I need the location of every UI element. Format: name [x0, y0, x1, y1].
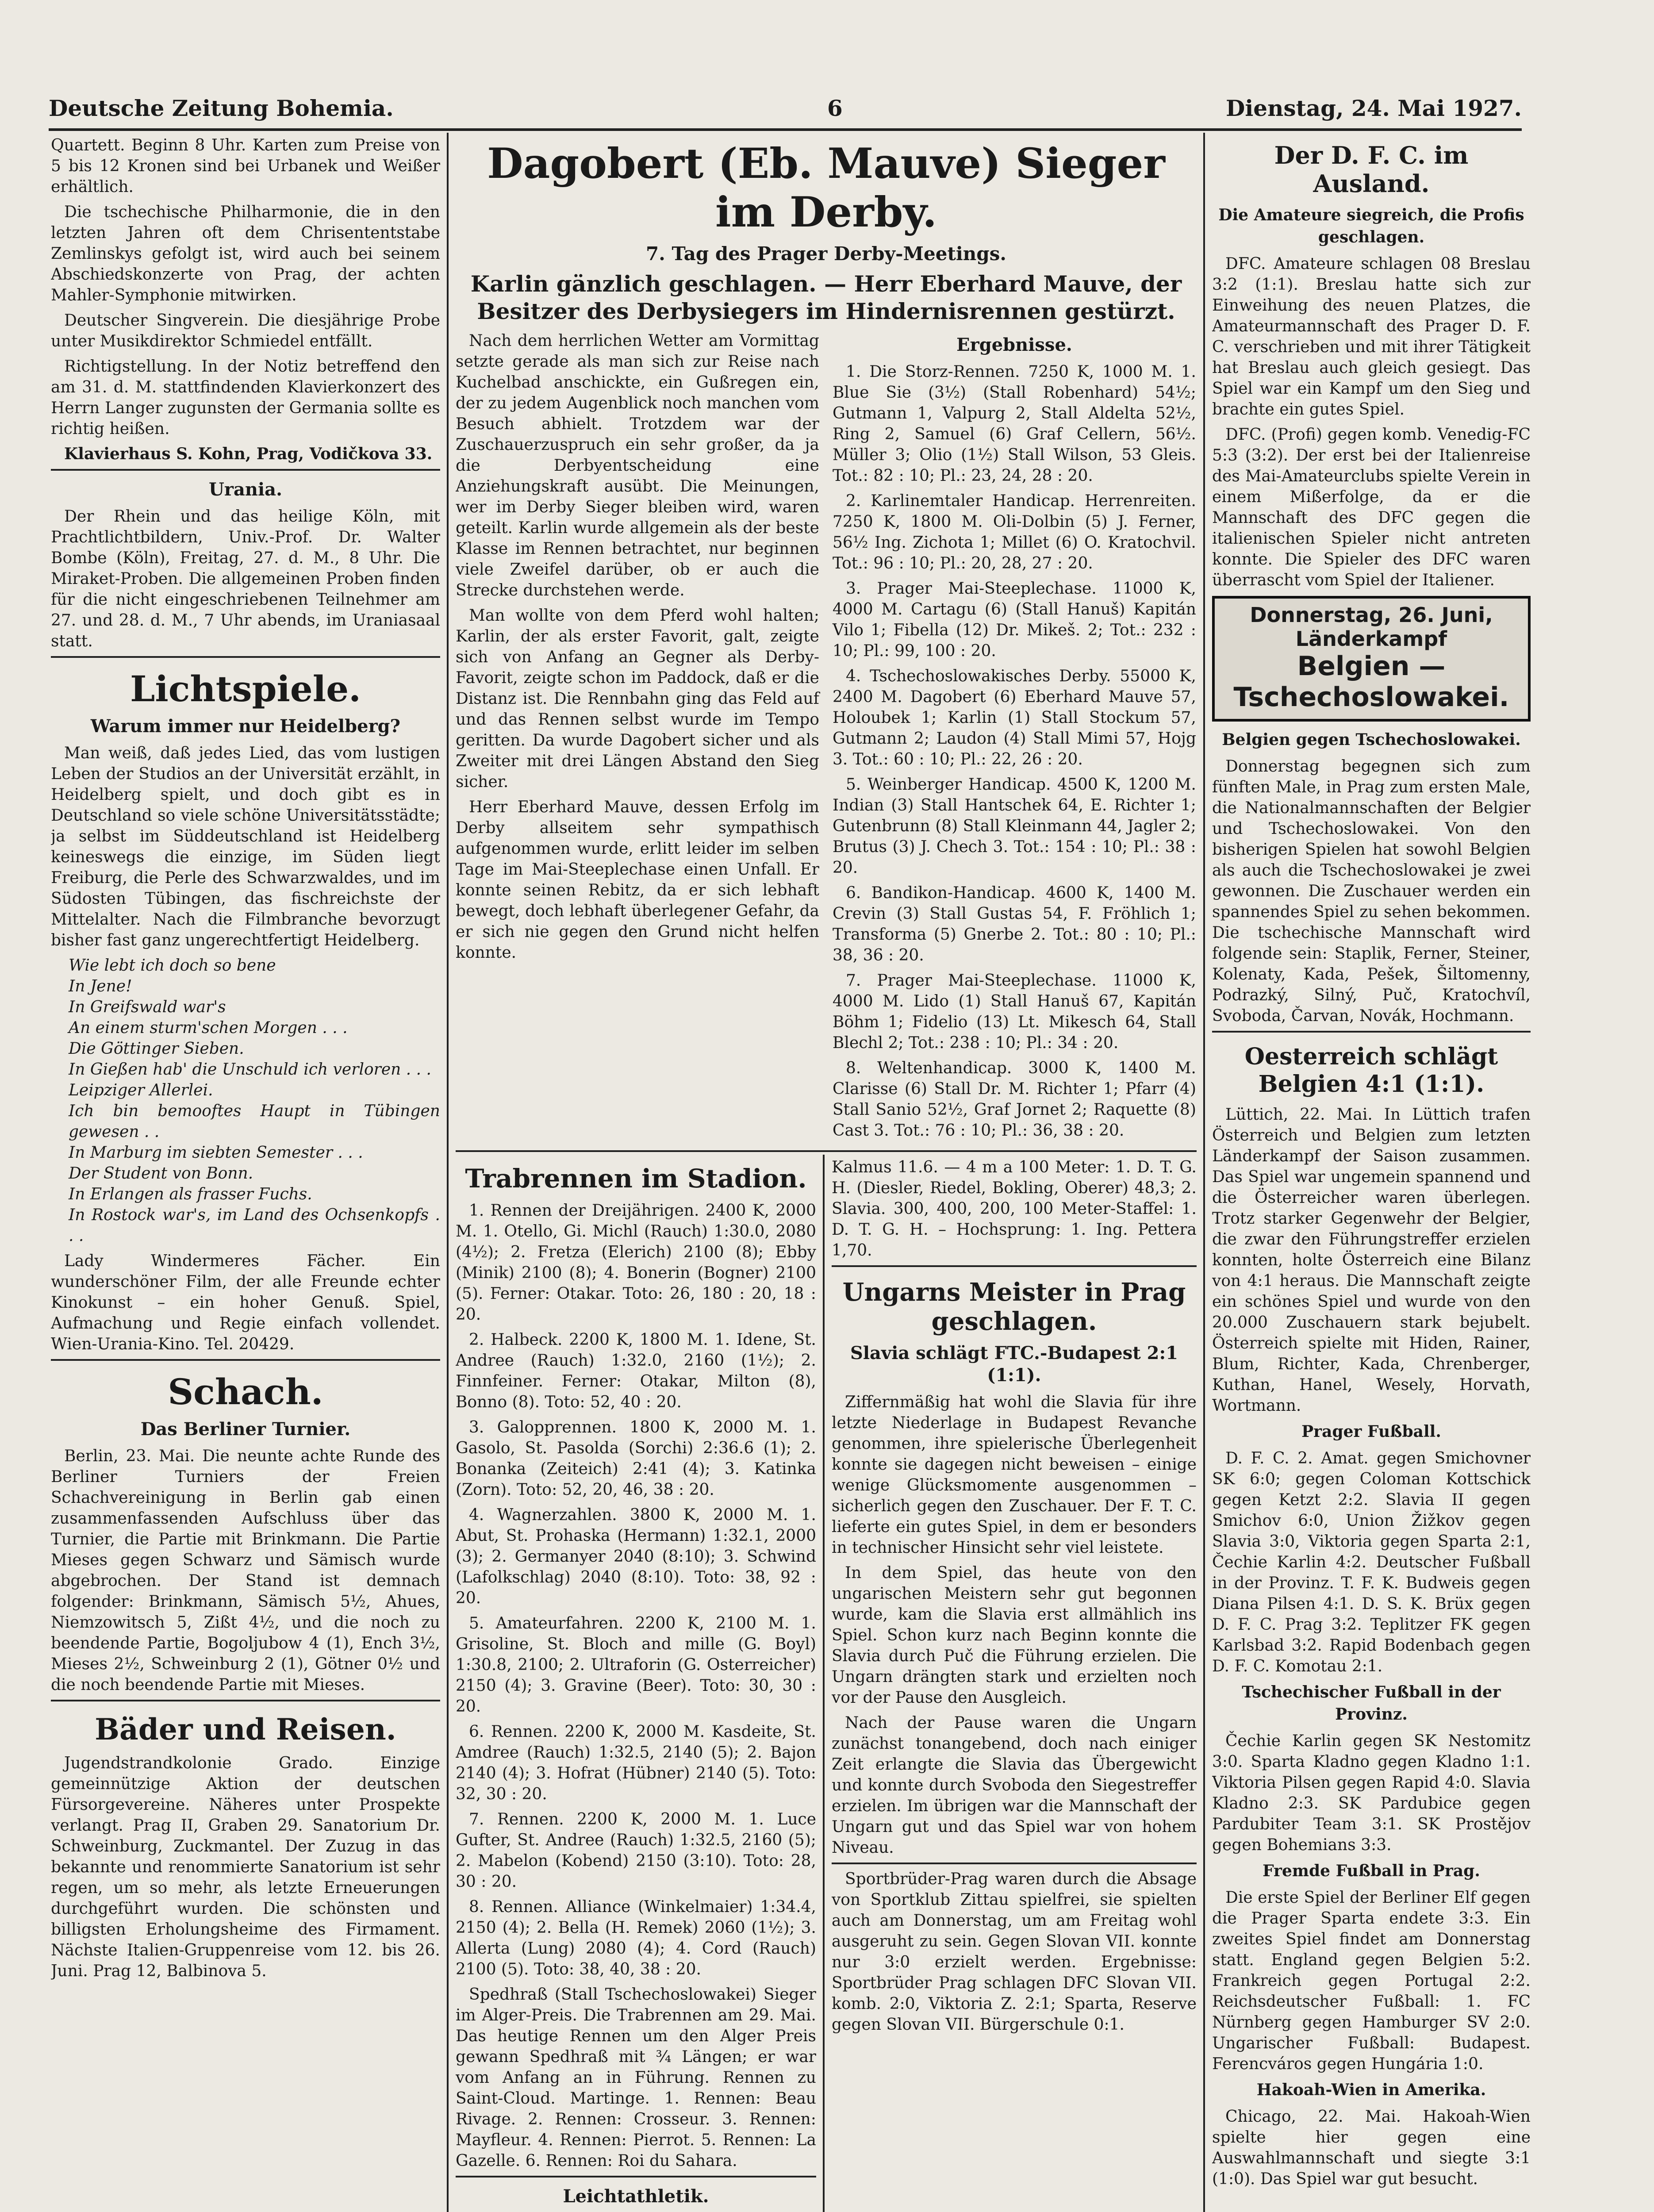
notice: Richtigstellung. In der Notiz betreffend den am 31. d. M. stattfindenden Klavierkonzert des Herrn Langer zugunsten der Germania sollte es richtig heißen.	[51, 357, 440, 438]
section-title: Bäder und Reisen.	[95, 1712, 396, 1747]
notice: Die tschechische Philharmonie, die in den letzten Jahren oft dem Chrisententstabe Zemlinskys gefolgt ist, wird auch bei seinem Abschiedskonzerte von Prag, der achten Mahler-Symphonie mitwirken.	[51, 203, 440, 304]
results-title: Ergebnisse.	[956, 334, 1072, 355]
section-subtitle: Das Berliner Turnier.	[140, 1419, 351, 1440]
section-text: DFC. (Profi) gegen komb. Venedig-FC 5:3 (3:2). Der erst bei der Italienreise des Mai-Amateurclubs spielte Verein in einem Mißerfolge, da er die Mannschaft des DFC gegen die italienischen Spieler nicht antreten konnte. Die Spieler des DFC waren überrascht vom Spiel der Italiener.	[1212, 426, 1531, 589]
section-text: D. F. C. 2. Amat. gegen Smichovner SK 6:0; gegen Coloman Kottschick gegen Ketzt 2:2. Slavia II gegen Smichov 6:0, Union Žižkov gegen Slavia 3:0, Viktoria gegen Sparta 2:1, Čechie Karlin 4:2. Deutscher Fußball in der Provinz. T. F. K. Budweis gegen Diana Pilsen 4:1. D. S. K. Brüx gegen D. F. C. Prag 3:2. Teplitzer FK gegen Karlsbad 3:2. Rapid Bodenbach gegen D. F. C. Komotau 2:1.	[1212, 1449, 1531, 1675]
result: 6. Bandikon-Handicap. 4600 K, 1400 M. Crevin (3) Stall Gustas 54, F. Fröhlich 1; Transforma (5) Gnerbe 2. Tot.: 80 : 10; Pl.: 38, 36 : 20.	[833, 884, 1196, 964]
section-title: Oesterreich schlägt Belgien 4:1 (1:1).	[1244, 1043, 1498, 1098]
body-paragraph: Nach dem herrlichen Wetter am Vormittag setzte gerade als man sich zur Reise nach Kuchelbad anschickte, ein Gußregen ein, der zu jedem Augenblick noch manchen vom Besuch abhielt. Trotzdem war der Zuschauerzuspruch ein sehr großer, da ja die Derbyentscheidung eine Anziehungskraft ausübt. Die Meinungen, wer im Derby Sieger bleiben wird, waren geteilt. Karlin wurde allgemein als der beste Klasse im Rennen betrachtet, nur beginnen viele Zweifel darüber, ob er auch die Strecke durchstehen werde.	[456, 332, 819, 599]
newspaper-name: Deutsche Zeitung Bohemia.	[49, 95, 394, 121]
column-4	[1212, 135, 1531, 2212]
section-text: Lüttich, 22. Mai. In Lüttich trafen Österreich und Belgien zum letzten Länderkampf der Saison zusammen. Das Spiel war ungemein spannend und die Österreicher waren überlegen. Trotz starker Gegenwehr der Belgier, die zwar den Führungstreffer erzielen konnten, holte Österreich eine Bilanz von 4:1 heraus. Die Mannschaft zeigte ein schönes Spiel und wurde von den 20.000 Zuschauern stark bejubelt. Österreich spielte mit Hiden, Rainer, Blum, Richter, Kada, Chrenberger, Kuthan, Hanel, Wesely, Horvath, Wortmann.	[1212, 1106, 1531, 1415]
trab-result: 2. Halbeck. 2200 K, 1800 M. 1. Idene, St. Andree (Rauch) 1:32.0, 2160 (1½); 2. Finnfeiner. Ferner: Otakar, Milton (8), Bonno (8). Toto: 52, 40 : 20.	[456, 1331, 816, 1411]
section-title: Prager Fußball.	[1301, 1422, 1441, 1441]
trab-result: 4. Wagnerzahlen. 3800 K, 2000 M. 1. Abut, St. Prohaska (Hermann) 1:32.1, 2000 (3); 2. Germanyer 2040 (8:10); 3. Schwind (Lafolkschlag) 2040 (8:10). Toto: 38, 92 : 20.	[456, 1506, 816, 1607]
section-title: Der D. F. C. im Ausland.	[1274, 141, 1469, 198]
kicker: 7. Tag des Prager Derby-Meetings.	[646, 243, 1006, 265]
section-text: DFC. Amateure schlagen 08 Breslau 3:2 (1:1). Breslau hatte sich zur Einweihung des neuen Platzes, die Amateurmannschaft des Prager D. F. C. verschrieben und mit ihrer Tätigkeit hat Breslau auch gleich gesiegt. Das Spiel war ein Kampf um den Sieg und brachte ein gutes Spiel.	[1212, 255, 1531, 419]
section-title: Lichtspiele.	[130, 668, 361, 710]
section-title: Fremde Fußball in Prag.	[1263, 1862, 1480, 1880]
derby-columns	[456, 330, 1197, 1145]
section-title: Tschechischer Fußball in der Provinz.	[1242, 1683, 1501, 1724]
leichtathletik-section	[456, 2176, 816, 2212]
verse: In Jene!	[69, 977, 132, 995]
laenderkampf-box	[1212, 596, 1531, 722]
section-text: Jugendstrandkolonie Grado. Einzige gemeinnützige Aktion der deutschen Fürsorgevereine. Näheres unter Prospekte verlangt. Prag II, Graben 29. Sanatorium Dr. Schweinburg, Zuckmantel. Der Zuzug in das bekannte und renommierte Sanatorium ist sehr regen, um so mehr, als letzte Erneuerungen durchgeführt wurden. Die schönsten und billigsten Erholungsheime des Firmament. Nächste Italien-Gruppenreise vom 12. bis 26. Juni. Prag 12, Balbinova 5.	[51, 1754, 440, 1980]
column-rule	[823, 1155, 825, 2212]
issue-date: Dienstag, 24. Mai 1927.	[1225, 95, 1522, 121]
sportbrueder-section	[832, 1863, 1197, 2035]
oesterreich-section	[1212, 1031, 1531, 1416]
derby-article	[456, 135, 1197, 1152]
result: 8. Weltenhandicap. 3000 K, 1400 M. Clarisse (6) Stall Dr. M. Richter 1; Pfarr (4) Stall Sanio 52½, Graf Jornet 2; Raquette (8) Cast 3. Tot.: 76 : 10; Pl.: 36, 38 : 20.	[833, 1059, 1196, 1140]
ungarn-section	[832, 1265, 1197, 1858]
section-text: Die erste Spiel der Berliner Elf gegen die Prager Sparta endete 3:3. Ein zweites Spiel findet am Donnerstag statt. England gegen Belgien 5:2. Frankreich gegen Portugal 2:2. Reichsdeutscher Fußball: 1. FC Nürnberg gegen Hamburger SV 2:0. Ungarischer Fußball: Budapest. Ferencváros gegen Hungária 1:0.	[1212, 1889, 1531, 2073]
box-date: Donnerstag, 26. Juni, Länderkampf	[1250, 603, 1493, 651]
section-text: Spedhraß (Stall Tschechoslowakei) Sieger im Alger-Preis. Die Trabrennen am 29. Mai. Das heutige Rennen um den Alger Preis gewann Spedhraß mit ¾ Längen; er war vom Anfang an in Führung. Rennen zu Saint-Cloud. Martinge. 1. Rennen: Beau Rivage. 2. Rennen: Crosseur. 3. Rennen: Mayfleur. 4. Rennen: Pierrot. 5. Rennen: La Gazelle. 6. Rennen: Roi du Sahara.	[456, 1985, 816, 2170]
verse: In Marburg im siebten Semester . . .	[69, 1144, 363, 1162]
header-rule	[49, 128, 1522, 131]
section-text: Nach der Pause waren die Ungarn zunächst tonangebend, doch nach einiger Zeit erlangte die Slavia das Übergewicht und konnte durch Svoboda den Siegestreffer erzielen. Im übrigen war die Mannschaft der Ungarn gut und das Spiel war von hohem Niveau.	[832, 1714, 1197, 1857]
column-rule	[1203, 133, 1205, 2212]
section-text: Čechie Karlin gegen SK Nestomitz 3:0. Sparta Kladno gegen Kladno 1:1. Viktoria Pilsen gegen Rapid 4:0. Slavia Kladno 2:3. SK Pardubice gegen Pardubiter Team 3:1. SK Prostějov gegen Bohemians 3:3.	[1212, 1732, 1531, 1854]
section-title: Ungarns Meister in Prag geschlagen.	[842, 1278, 1186, 1336]
page-number: 6	[827, 95, 843, 121]
notice: Quartett. Beginn 8 Uhr. Karten zum Preise von 5 bis 12 Kronen sind bei Urbanek und Weißer erhältlich.	[51, 136, 440, 196]
section-title: Hakoah-Wien in Amerika.	[1256, 2081, 1486, 2099]
result: 7. Prager Mai-Steeplechase. 11000 K, 4000 M. Lido (1) Stall Hanuš 67, Kapitán Böhm 1; Fidelio (13) Lt. Mikesch 64, Stall Blechl 2; Tot.: 238 : 10; Pl.: 34 : 20.	[833, 972, 1196, 1052]
section-text: Ziffernmäßig hat wohl die Slavia für ihre letzte Niederlage in Budapest Revanche genommen, ihre spielerische Überlegenheit konnte sie dagegen nicht beweisen – einige wenige Glücksmomente ausgenommen – sicherlich gegen den Zuschauer. Der F. T. C. lieferte ein gutes Spiel, in dem er besonders in technischer Hinsicht sehr viel leistete.	[832, 1393, 1197, 1557]
section-text: Lady Windermeres Fächer. Ein wunderschöner Film, der alle Freunde echter Kinokunst – ein hoher Genuß. Spiel, Aufmachung und Regie einfach vollendet. Wien-Urania-Kino. Tel. 20429.	[51, 1252, 440, 1353]
section-rule	[456, 1150, 1197, 1152]
section-title: Schach.	[168, 1371, 323, 1413]
schach-section	[51, 1359, 440, 1695]
trab-result: 3. Galopprennen. 1800 K, 2000 M. 1. Gasolo, St. Pasolda (Sorchi) 2:36.6 (1); 2. Bonanka (Zeiteich) 2:41 (4); 3. Katinka (Zorn). Toto: 52, 20, 46, 38 : 20.	[456, 1418, 816, 1499]
derby-results	[833, 330, 1196, 1145]
section-text: Kalmus 11.6. — 4 m a 100 Meter: 1. D. T. G. H. (Diesler, Riedel, Bokling, Oberer) 48,3; 2. Slavia. 300, 400, 200, 100 Meter-Staffel: 1. D. T. G. H. – Hochsprung: 1. Ing. Pettera 1,70.	[832, 1158, 1197, 1260]
section-text: Man weiß, daß jedes Lied, das vom lustigen Leben der Studios an der Universität erzählt, in Heidelberg spielt, und doch gibt es in Deutschland so viele schöne Universitätsstädte; ja selbst im Süddeutschland ist Heidelberg keineswegs die einzige, im Süden liegt Freiburg, die Perle des Schwarzwaldes, und im Südosten Tübingen, das fischreichste der Mittelalter. Nach die Filmbranche bevorzugt bisher fast ganz ungerechtfertigt Heidelberg.	[51, 744, 440, 949]
trab-result: 7. Rennen. 2200 K, 2000 M. 1. Luce Gufter, St. Andree (Rauch) 1:32.5, 2160 (5); 2. Mabelon (Kobend) 2150 (3:10). Toto: 28, 30 : 20.	[456, 1810, 816, 1891]
verse: Die Göttinger Sieben.	[69, 1040, 244, 1058]
result: 1. Die Storz-Rennen. 7250 K, 1000 M. 1. Blue Sie (3½) (Stall Robenhard) 54½; Gutmann 1, Valpurg 2, Stall Aldelta 52½, Ring 2, Samuel (6) Graf Cellern, 56½. Müller 3; Olio (1½) Stall Wilson, 53 Gleis. Tot.: 82 : 10; Pl.: 23, 24, 28 : 20.	[833, 363, 1196, 485]
section-title: Leichtathletik.	[563, 2186, 709, 2207]
result: 2. Karlinemtaler Handicap. Herrenreiten. 7250 K, 1800 M. Oli-Dolbin (5) J. Ferner, 56½ Ing. Zichota 1; Millet (6) O. Kratochvil. Tot.: 96 : 10; Pl.: 20, 28, 27 : 20.	[833, 492, 1196, 572]
section-text: Donnerstag begegnen sich zum fünften Male, in Prag zum ersten Male, die Nationalmannschaften der Belgier und Tschechoslowakei. Von den bisherigen Spielen hat sowohl Belgien als auch die Tschechoslowakei je zwei gewonnen. Die Zuschauer werden ein spannendes Spiel zu sehen bekommen. Die tschechische Mannschaft wird folgende sein: Staplik, Ferner, Steiner, Kolenaty, Kada, Pešek, Šiltomenny, Podrazký, Silný, Puč, Kratochvíl, Svoboda, Čarvan, Novák, Hochmann.	[1212, 757, 1531, 1025]
section-text: In dem Spiel, das heute von den ungarischen Meistern sehr gut begonnen wurde, kam die Slavia erst allmählich ins Spiel. Schon kurz nach Beginn konnte die Slavia durch Puč die Führung erzielen. Die Ungarn drängten stark und erzielten noch vor der Pause den Ausgleich.	[832, 1564, 1197, 1707]
column-3-lower	[832, 1157, 1197, 2212]
section-subtitle: Warum immer nur Heidelberg?	[90, 716, 401, 737]
baeder-section	[51, 1700, 440, 1982]
verse: In Erlangen als frasser Fuchs.	[69, 1185, 312, 1203]
verse: An einem sturm'schen Morgen . . .	[69, 1019, 348, 1037]
trab-result: 1. Rennen der Dreijährigen. 2400 K, 2000 M. 1. Otello, Gi. Michl (Rauch) 1:30.0, 2080 (4½); 2. Fretza (Elerich) 2100 (8); Ebby (Minik) 2100 (8); 4. Bonerin (Bogner) 2100 (5). Ferner: Otakar. Toto: 26, 180 : 20, 18 : 20.	[456, 1202, 816, 1324]
section-title: Urania.	[209, 479, 282, 500]
box-title: Belgien — Tschechoslowakei.	[1233, 651, 1509, 713]
headline: Dagobert (Eb. Mauve) Sieger im Derby.	[487, 139, 1165, 237]
verse: In Greifswald war's	[69, 998, 226, 1016]
verse: Ich bin bemooftes Haupt in Tübingen gewesen . .	[69, 1102, 440, 1141]
body-paragraph: Man wollte von dem Pferd wohl halten; Karlin, der als erster Favorit, galt, zeigte sich von Anfang an Gegner als Derby-Favorit, zeigte schon im Paddock, daß er die Distanz ist. Die Rennbahn ging das Feld auf und das Rennen selbst wurde im Tempo geritten. Da wurde Dagobert sicher und als Zweiter mit drei Längen Abstand den Sieg sicher.	[456, 607, 819, 791]
deck: Karlin gänzlich geschlagen. — Herr Eberhard Mauve, der Besitzer des Derbysiegers im Hindernisrennen gestürzt.	[470, 271, 1182, 324]
result: 3. Prager Mai-Steeplechase. 11000 K, 4000 M. Cartagu (6) (Stall Hanuš) Kapitán Vilo 1; Fibella (12) Dr. Mikeš. 2; Tot.: 232 : 10; Pl.: 99, 100 : 20.	[833, 580, 1196, 660]
section-text: Berlin, 23. Mai. Die neunte achte Runde des Berliner Turniers der Freien Schachvereinigung in Berlin gab einen zusammenfassenden Aufschluss über das Turnier, die Partie mit Brinkmann. Die Partie Mieses gegen Schwarz und Sämisch wurde abgebrochen. Der Stand ist demnach folgender: Brinkmann, Sämisch 5½, Ahues, Niemzowitsch 5, Zißt 4½, und die noch zu beendende Partie, Bogoljubow 4 (1), Ench 3½, Mieses 2½, Schweinburg 2 (1), Götner 0½ und die noch beendende Partie mit Mieses.	[51, 1447, 440, 1694]
column-2-lower	[456, 1157, 816, 2212]
notice: Klavierhaus S. Kohn, Prag, Vodičkova 33.	[64, 445, 433, 463]
trab-result: 5. Amateurfahren. 2200 K, 2100 M. 1. Grisoline, St. Bloch and mille (G. Boyl) 1:30.8, 2100; 2. Ultraforin (G. Osterreicher) 2150 (4); 3. Gravine (Beer). Toto: 30, 30 : 20.	[456, 1614, 816, 1716]
result: 5. Weinberger Handicap. 4500 K, 1200 M. Indian (3) Stall Hantschek 64, E. Richter 1; Gutenbrunn (8) Stall Kleinmann 44, Jagler 2; Brutus (3) J. Chech 3. Tot.: 154 : 10; Pl.: 38 : 20.	[833, 776, 1196, 877]
section-title: Belgien gegen Tschechoslowakei.	[1222, 730, 1521, 749]
body-paragraph: Herr Eberhard Mauve, dessen Erfolg im Derby allseitem sehr sympathisch aufgenommen wurde, erlitt leider im selben Tage im Mai-Steeplechase einen Unfall. Er konnte seinen Rebitz, da er sich lebhaft bewegt, doch lebhaft überlegener Gefahr, da er sich nie gegen den Grund nicht helfen konnte.	[456, 798, 819, 962]
verse: Wie lebt ich doch so bene	[69, 956, 276, 975]
result: 4. Tschechoslowakisches Derby. 55000 K, 2400 M. Dagobert (6) Eberhard Mauve 57, Holoubek 1; Karlin (1) Stall Stockum 57, Gutmann 2; Laudon (4) Stall Mimi 57, Hojg 3. Tot.: 60 : 10; Pl.: 22, 26 : 20.	[833, 667, 1196, 768]
notice: Deutscher Singverein. Die diesjährige Probe unter Musikdirektor Schmiedel entfällt.	[51, 311, 440, 350]
column-rule	[447, 133, 449, 2212]
column-1	[51, 135, 440, 2212]
trab-result: 6. Rennen. 2200 K, 2000 M. Kasdeite, St. Amdree (Rauch) 1:32.5, 2140 (5); 2. Bajon 2140 (4); 3. Hofrat (Hübner) 2140 (5). Toto: 32, 30 : 20.	[456, 1723, 816, 1803]
urania-section	[51, 469, 440, 652]
section-text: Sportbrüder-Prag waren durch die Absage von Sportklub Zittau spielfrei, sie spielten auch am Donnerstag, um am Freitag wohl ausgeruht zu sein. Gegen Slovan VII. konnte nur 3:0 erzielt werden. Ergebnisse: Sportbrüder Prag schlagen DFC Slovan VII. komb. 2:0, Viktoria Z. 2:1; Sparta, Reserve gegen Slovan VII. Bürgerschule 0:1.	[832, 1870, 1197, 2034]
trab-result: 8. Rennen. Alliance (Winkelmaier) 1:34.4, 2150 (4); 2. Bella (H. Remek) 2060 (1½); 3. Allerta (Lung) 2080 (4); 4. Cord (Rauch) 2100 (5). Toto: 38, 40, 38 : 20.	[456, 1898, 816, 1978]
page-header	[49, 95, 1522, 131]
lichtspiele-section	[51, 656, 440, 1355]
verse: Leipziger Allerlei.	[69, 1081, 213, 1099]
derby-body	[456, 330, 819, 1145]
section-subtitle: Die Amateure siegreich, die Profis geschlagen.	[1218, 206, 1524, 246]
verse: In Gießen hab' die Unschuld ich verloren . . .	[69, 1060, 431, 1079]
section-text: Chicago, 22. Mai. Hakoah-Wien spielte hier gegen eine Auswahlmannschaft und siegte 3:1 (1:0). Das Spiel war gut besucht.	[1212, 2108, 1531, 2188]
verse: In Rostock war's, im Land des Ochsenkopfs . . .	[69, 1206, 440, 1245]
trabrennen-title: Trabrennen im Stadion.	[465, 1164, 807, 1194]
verse: Der Student von Bonn.	[69, 1164, 253, 1183]
section-subtitle: Slavia schlägt FTC.-Budapest 2:1 (1:1).	[850, 1343, 1178, 1386]
section-text: Der Rhein und das heilige Köln, mit Prachtlichtbildern, Univ.-Prof. Dr. Walter Bombe (Köln), Freitag, 27. d. M., 8 Uhr. Die Miraket-Proben. Die allgemeinen Proben finden für die nicht eingeschriebenen Teilnehmer am 27. und 28. d. M., 7 Uhr abends, im Uraniasaal statt.	[51, 507, 440, 650]
